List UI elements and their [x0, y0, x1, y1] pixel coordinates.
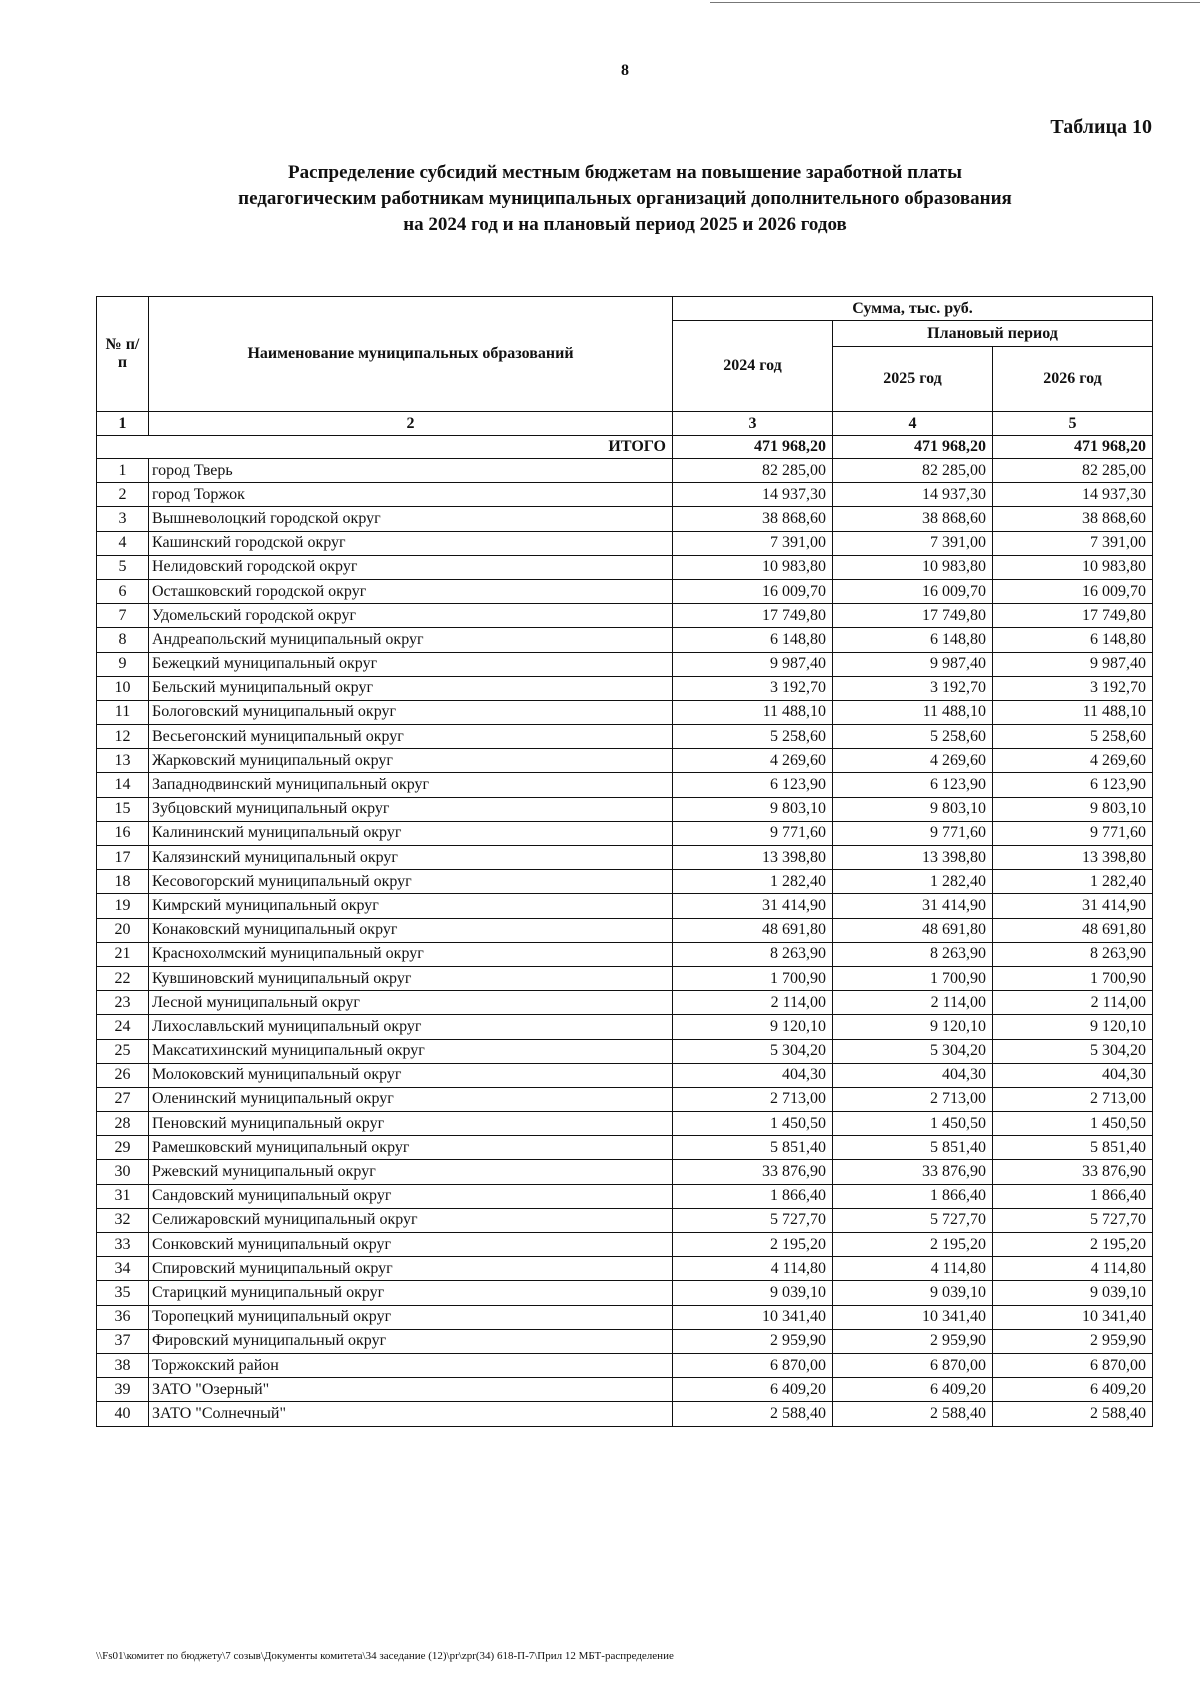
value-2024: 13 398,80: [673, 846, 833, 870]
value-2026: 11 488,10: [993, 700, 1153, 724]
value-2026: 9 987,40: [993, 652, 1153, 676]
value-2024: 5 851,40: [673, 1136, 833, 1160]
value-2025: 48 691,80: [833, 918, 993, 942]
row-number: 4: [97, 531, 149, 555]
table-row: [97, 1184, 1153, 1208]
value-2024: 1 282,40: [673, 870, 833, 894]
value-2024: 2 959,90: [673, 1329, 833, 1353]
value-2024: 38 868,60: [673, 507, 833, 531]
table-row: [97, 628, 1153, 652]
row-number: 7: [97, 604, 149, 628]
row-number: 39: [97, 1378, 149, 1402]
table-row: [97, 1378, 1153, 1402]
value-2026: 6 409,20: [993, 1378, 1153, 1402]
value-2025: 33 876,90: [833, 1160, 993, 1184]
value-2025: 2 959,90: [833, 1329, 993, 1353]
value-2025: 5 258,60: [833, 725, 993, 749]
table-row: [97, 725, 1153, 749]
subsidy-table: [96, 296, 1153, 1427]
value-2025: 4 269,60: [833, 749, 993, 773]
table-row: [97, 846, 1153, 870]
value-2025: 2 713,00: [833, 1087, 993, 1111]
value-2026: 17 749,80: [993, 604, 1153, 628]
value-2024: 14 937,30: [673, 483, 833, 507]
value-2024: 11 488,10: [673, 700, 833, 724]
municipality-name: Краснохолмский муниципальный округ: [149, 942, 673, 966]
municipality-name: Пеновский муниципальный округ: [149, 1112, 673, 1136]
row-number: 16: [97, 821, 149, 845]
value-2025: 1 450,50: [833, 1112, 993, 1136]
table-row: [97, 555, 1153, 579]
header-2025: 2025 год: [833, 347, 993, 412]
column-number: 2: [149, 412, 673, 436]
value-2025: 6 123,90: [833, 773, 993, 797]
municipality-name: Калязинский муниципальный округ: [149, 846, 673, 870]
value-2024: 4 114,80: [673, 1257, 833, 1281]
row-number: 14: [97, 773, 149, 797]
row-number: 25: [97, 1039, 149, 1063]
municipality-name: Калининский муниципальный округ: [149, 821, 673, 845]
value-2025: 5 304,20: [833, 1039, 993, 1063]
row-number: 10: [97, 676, 149, 700]
column-number: 4: [833, 412, 993, 436]
value-2024: 17 749,80: [673, 604, 833, 628]
municipality-name: Бологовский муниципальный округ: [149, 700, 673, 724]
municipality-name: Андреапольский муниципальный округ: [149, 628, 673, 652]
table-row: [97, 652, 1153, 676]
value-2024: 8 263,90: [673, 942, 833, 966]
header-name: Наименование муниципальных образований: [149, 297, 673, 412]
value-2025: 10 983,80: [833, 555, 993, 579]
row-number: 27: [97, 1087, 149, 1111]
total-row: [97, 436, 1153, 459]
value-2026: 6 870,00: [993, 1353, 1153, 1377]
row-number: 33: [97, 1233, 149, 1257]
value-2024: 6 870,00: [673, 1353, 833, 1377]
value-2026: 10 983,80: [993, 555, 1153, 579]
table-row: [97, 1087, 1153, 1111]
value-2025: 5 727,70: [833, 1208, 993, 1232]
value-2025: 7 391,00: [833, 531, 993, 555]
table-row: [97, 942, 1153, 966]
header-num: № п/п: [97, 297, 149, 412]
title-line: Распределение субсидий местным бюджетам на повышение заработной платы: [288, 162, 962, 183]
value-2026: 14 937,30: [993, 483, 1153, 507]
value-2024: 9 771,60: [673, 821, 833, 845]
row-number: 24: [97, 1015, 149, 1039]
table-row: [97, 991, 1153, 1015]
value-2026: 1 866,40: [993, 1184, 1153, 1208]
value-2025: 11 488,10: [833, 700, 993, 724]
value-2025: 1 866,40: [833, 1184, 993, 1208]
row-number: 19: [97, 894, 149, 918]
municipality-name: Зубцовский муниципальный округ: [149, 797, 673, 821]
value-2025: 2 588,40: [833, 1402, 993, 1426]
value-2026: 5 258,60: [993, 725, 1153, 749]
header-sum: Сумма, тыс. руб.: [673, 297, 1153, 321]
table-row: [97, 1160, 1153, 1184]
municipality-name: Селижаровский муниципальный округ: [149, 1208, 673, 1232]
column-number: 5: [993, 412, 1153, 436]
municipality-name: Нелидовский городской округ: [149, 555, 673, 579]
title-line: на 2024 год и на плановый период 2025 и 2026 годов: [403, 214, 847, 235]
row-number: 1: [97, 459, 149, 483]
value-2024: 16 009,70: [673, 579, 833, 603]
table-row: [97, 918, 1153, 942]
value-2026: 82 285,00: [993, 459, 1153, 483]
value-2024: 6 409,20: [673, 1378, 833, 1402]
value-2025: 13 398,80: [833, 846, 993, 870]
row-number: 28: [97, 1112, 149, 1136]
value-2026: 13 398,80: [993, 846, 1153, 870]
row-number: 5: [97, 555, 149, 579]
municipality-name: Вышневолоцкий городской округ: [149, 507, 673, 531]
table-row: [97, 1329, 1153, 1353]
value-2026: 2 959,90: [993, 1329, 1153, 1353]
table-row: [97, 1402, 1153, 1426]
table-row: [97, 700, 1153, 724]
value-2024: 6 123,90: [673, 773, 833, 797]
value-2024: 2 114,00: [673, 991, 833, 1015]
municipality-name: ЗАТО "Озерный": [149, 1378, 673, 1402]
total-2024: 471 968,20: [673, 436, 833, 459]
value-2024: 9 987,40: [673, 652, 833, 676]
value-2025: 6 870,00: [833, 1353, 993, 1377]
municipality-name: Кашинский городской округ: [149, 531, 673, 555]
value-2026: 48 691,80: [993, 918, 1153, 942]
value-2026: 9 039,10: [993, 1281, 1153, 1305]
value-2026: 5 851,40: [993, 1136, 1153, 1160]
municipality-name: Кесовогорский муниципальный округ: [149, 870, 673, 894]
row-number: 11: [97, 700, 149, 724]
value-2024: 7 391,00: [673, 531, 833, 555]
value-2025: 6 409,20: [833, 1378, 993, 1402]
municipality-name: Лихославльский муниципальный округ: [149, 1015, 673, 1039]
municipality-name: Лесной муниципальный округ: [149, 991, 673, 1015]
value-2025: 82 285,00: [833, 459, 993, 483]
value-2025: 9 771,60: [833, 821, 993, 845]
table-row: [97, 579, 1153, 603]
value-2026: 7 391,00: [993, 531, 1153, 555]
value-2026: 1 450,50: [993, 1112, 1153, 1136]
value-2025: 9 120,10: [833, 1015, 993, 1039]
value-2025: 1 282,40: [833, 870, 993, 894]
value-2024: 10 983,80: [673, 555, 833, 579]
value-2026: 6 123,90: [993, 773, 1153, 797]
row-number: 36: [97, 1305, 149, 1329]
value-2026: 2 195,20: [993, 1233, 1153, 1257]
header-2026: 2026 год: [993, 347, 1153, 412]
value-2024: 31 414,90: [673, 894, 833, 918]
value-2026: 31 414,90: [993, 894, 1153, 918]
value-2026: 1 700,90: [993, 966, 1153, 990]
value-2026: 8 263,90: [993, 942, 1153, 966]
municipality-name: Конаковский муниципальный округ: [149, 918, 673, 942]
row-number: 20: [97, 918, 149, 942]
table-row: [97, 1112, 1153, 1136]
row-number: 15: [97, 797, 149, 821]
row-number: 31: [97, 1184, 149, 1208]
value-2024: 2 195,20: [673, 1233, 833, 1257]
value-2026: 4 269,60: [993, 749, 1153, 773]
value-2024: 5 727,70: [673, 1208, 833, 1232]
row-number: 37: [97, 1329, 149, 1353]
title-line: педагогическим работникам муниципальных организаций дополнительного образования: [238, 188, 1012, 209]
value-2025: 8 263,90: [833, 942, 993, 966]
value-2025: 4 114,80: [833, 1257, 993, 1281]
municipality-name: Рамешковский муниципальный округ: [149, 1136, 673, 1160]
value-2024: 33 876,90: [673, 1160, 833, 1184]
row-number: 40: [97, 1402, 149, 1426]
value-2026: 4 114,80: [993, 1257, 1153, 1281]
municipality-name: Ржевский муниципальный округ: [149, 1160, 673, 1184]
row-number: 8: [97, 628, 149, 652]
value-2025: 17 749,80: [833, 604, 993, 628]
table-row: [97, 966, 1153, 990]
value-2025: 404,30: [833, 1063, 993, 1087]
value-2024: 9 803,10: [673, 797, 833, 821]
table-row: [97, 894, 1153, 918]
municipality-name: город Тверь: [149, 459, 673, 483]
table-row: [97, 507, 1153, 531]
table-row: [97, 1281, 1153, 1305]
row-number: 35: [97, 1281, 149, 1305]
value-2026: 6 148,80: [993, 628, 1153, 652]
value-2024: 9 039,10: [673, 1281, 833, 1305]
municipality-name: Сандовский муниципальный округ: [149, 1184, 673, 1208]
row-number: 38: [97, 1353, 149, 1377]
value-2025: 2 195,20: [833, 1233, 993, 1257]
municipality-name: Торопецкий муниципальный округ: [149, 1305, 673, 1329]
municipality-name: Максатихинский муниципальный округ: [149, 1039, 673, 1063]
value-2026: 9 120,10: [993, 1015, 1153, 1039]
scan-edge-line: [710, 2, 1200, 3]
value-2026: 5 727,70: [993, 1208, 1153, 1232]
table-row: [97, 1039, 1153, 1063]
total-label: ИТОГО: [97, 436, 673, 459]
municipality-name: Торжокский район: [149, 1353, 673, 1377]
row-number: 12: [97, 725, 149, 749]
value-2024: 48 691,80: [673, 918, 833, 942]
municipality-name: Удомельский городской округ: [149, 604, 673, 628]
value-2026: 1 282,40: [993, 870, 1153, 894]
table-row: [97, 1305, 1153, 1329]
table-row: [97, 1136, 1153, 1160]
header-plan-period: Плановый период: [833, 321, 1153, 347]
value-2025: 6 148,80: [833, 628, 993, 652]
municipality-name: Спировский муниципальный округ: [149, 1257, 673, 1281]
table-row: [97, 1015, 1153, 1039]
table-row: [97, 531, 1153, 555]
value-2025: 5 851,40: [833, 1136, 993, 1160]
municipality-name: Кувшиновский муниципальный округ: [149, 966, 673, 990]
value-2025: 9 039,10: [833, 1281, 993, 1305]
value-2024: 5 258,60: [673, 725, 833, 749]
value-2026: 38 868,60: [993, 507, 1153, 531]
table-row: [97, 797, 1153, 821]
table-row: [97, 821, 1153, 845]
value-2025: 38 868,60: [833, 507, 993, 531]
file-path-footer: \\Fs01\комитет по бюджету\7 созыв\Документы комитета\34 заседание (12)\pr\zpr(34) 618-П-7\Прил 12 МБТ-распределение: [96, 1650, 674, 1662]
table-row: [97, 459, 1153, 483]
table-label: Таблица 10: [1050, 116, 1152, 138]
table-row: [97, 676, 1153, 700]
table-row: [97, 773, 1153, 797]
municipality-name: Оленинский муниципальный округ: [149, 1087, 673, 1111]
value-2026: 9 803,10: [993, 797, 1153, 821]
row-number: 29: [97, 1136, 149, 1160]
value-2024: 2 713,00: [673, 1087, 833, 1111]
municipality-name: Фировский муниципальный округ: [149, 1329, 673, 1353]
row-number: 32: [97, 1208, 149, 1232]
table-row: [97, 1257, 1153, 1281]
table-row: [97, 483, 1153, 507]
column-number: 3: [673, 412, 833, 436]
value-2025: 9 987,40: [833, 652, 993, 676]
value-2026: 2 588,40: [993, 1402, 1153, 1426]
row-number: 21: [97, 942, 149, 966]
table-row: [97, 1063, 1153, 1087]
value-2026: 3 192,70: [993, 676, 1153, 700]
value-2024: 1 450,50: [673, 1112, 833, 1136]
row-number: 6: [97, 579, 149, 603]
value-2026: 5 304,20: [993, 1039, 1153, 1063]
table-row: [97, 1208, 1153, 1232]
table-row: [97, 604, 1153, 628]
row-number: 30: [97, 1160, 149, 1184]
municipality-name: Сонковский муниципальный округ: [149, 1233, 673, 1257]
table-body: [97, 412, 1153, 1427]
value-2025: 1 700,90: [833, 966, 993, 990]
table-row: [97, 749, 1153, 773]
value-2025: 14 937,30: [833, 483, 993, 507]
value-2026: 2 114,00: [993, 991, 1153, 1015]
value-2024: 1 866,40: [673, 1184, 833, 1208]
municipality-name: город Торжок: [149, 483, 673, 507]
header-2024: 2024 год: [673, 321, 833, 412]
value-2024: 2 588,40: [673, 1402, 833, 1426]
row-number: 22: [97, 966, 149, 990]
municipality-name: Весьегонский муниципальный округ: [149, 725, 673, 749]
table-row: [97, 870, 1153, 894]
value-2026: 16 009,70: [993, 579, 1153, 603]
municipality-name: Старицкий муниципальный округ: [149, 1281, 673, 1305]
row-number: 18: [97, 870, 149, 894]
table-row: [97, 1353, 1153, 1377]
value-2025: 3 192,70: [833, 676, 993, 700]
value-2026: 9 771,60: [993, 821, 1153, 845]
value-2025: 31 414,90: [833, 894, 993, 918]
value-2025: 16 009,70: [833, 579, 993, 603]
value-2026: 2 713,00: [993, 1087, 1153, 1111]
municipality-name: Бельский муниципальный округ: [149, 676, 673, 700]
value-2026: 33 876,90: [993, 1160, 1153, 1184]
value-2024: 9 120,10: [673, 1015, 833, 1039]
value-2025: 10 341,40: [833, 1305, 993, 1329]
total-2026: 471 968,20: [993, 436, 1153, 459]
value-2024: 4 269,60: [673, 749, 833, 773]
total-2025: 471 968,20: [833, 436, 993, 459]
municipality-name: Жарковский муниципальный округ: [149, 749, 673, 773]
value-2024: 3 192,70: [673, 676, 833, 700]
row-number: 17: [97, 846, 149, 870]
municipality-name: Молоковский муниципальный округ: [149, 1063, 673, 1087]
row-number: 26: [97, 1063, 149, 1087]
table-row: [97, 1233, 1153, 1257]
row-number: 13: [97, 749, 149, 773]
value-2024: 82 285,00: [673, 459, 833, 483]
municipality-name: Осташковский городской округ: [149, 579, 673, 603]
column-numbers-row: [97, 412, 1153, 436]
value-2026: 10 341,40: [993, 1305, 1153, 1329]
value-2024: 5 304,20: [673, 1039, 833, 1063]
value-2025: 9 803,10: [833, 797, 993, 821]
row-number: 34: [97, 1257, 149, 1281]
value-2024: 6 148,80: [673, 628, 833, 652]
row-number: 9: [97, 652, 149, 676]
value-2026: 404,30: [993, 1063, 1153, 1087]
municipality-name: Западнодвинский муниципальный округ: [149, 773, 673, 797]
document-title: [150, 160, 1100, 238]
column-number: 1: [97, 412, 149, 436]
value-2025: 2 114,00: [833, 991, 993, 1015]
row-number: 23: [97, 991, 149, 1015]
row-number: 2: [97, 483, 149, 507]
value-2024: 10 341,40: [673, 1305, 833, 1329]
municipality-name: Кимрский муниципальный округ: [149, 894, 673, 918]
page-number: 8: [621, 62, 629, 79]
value-2024: 404,30: [673, 1063, 833, 1087]
municipality-name: ЗАТО "Солнечный": [149, 1402, 673, 1426]
value-2024: 1 700,90: [673, 966, 833, 990]
municipality-name: Бежецкий муниципальный округ: [149, 652, 673, 676]
row-number: 3: [97, 507, 149, 531]
